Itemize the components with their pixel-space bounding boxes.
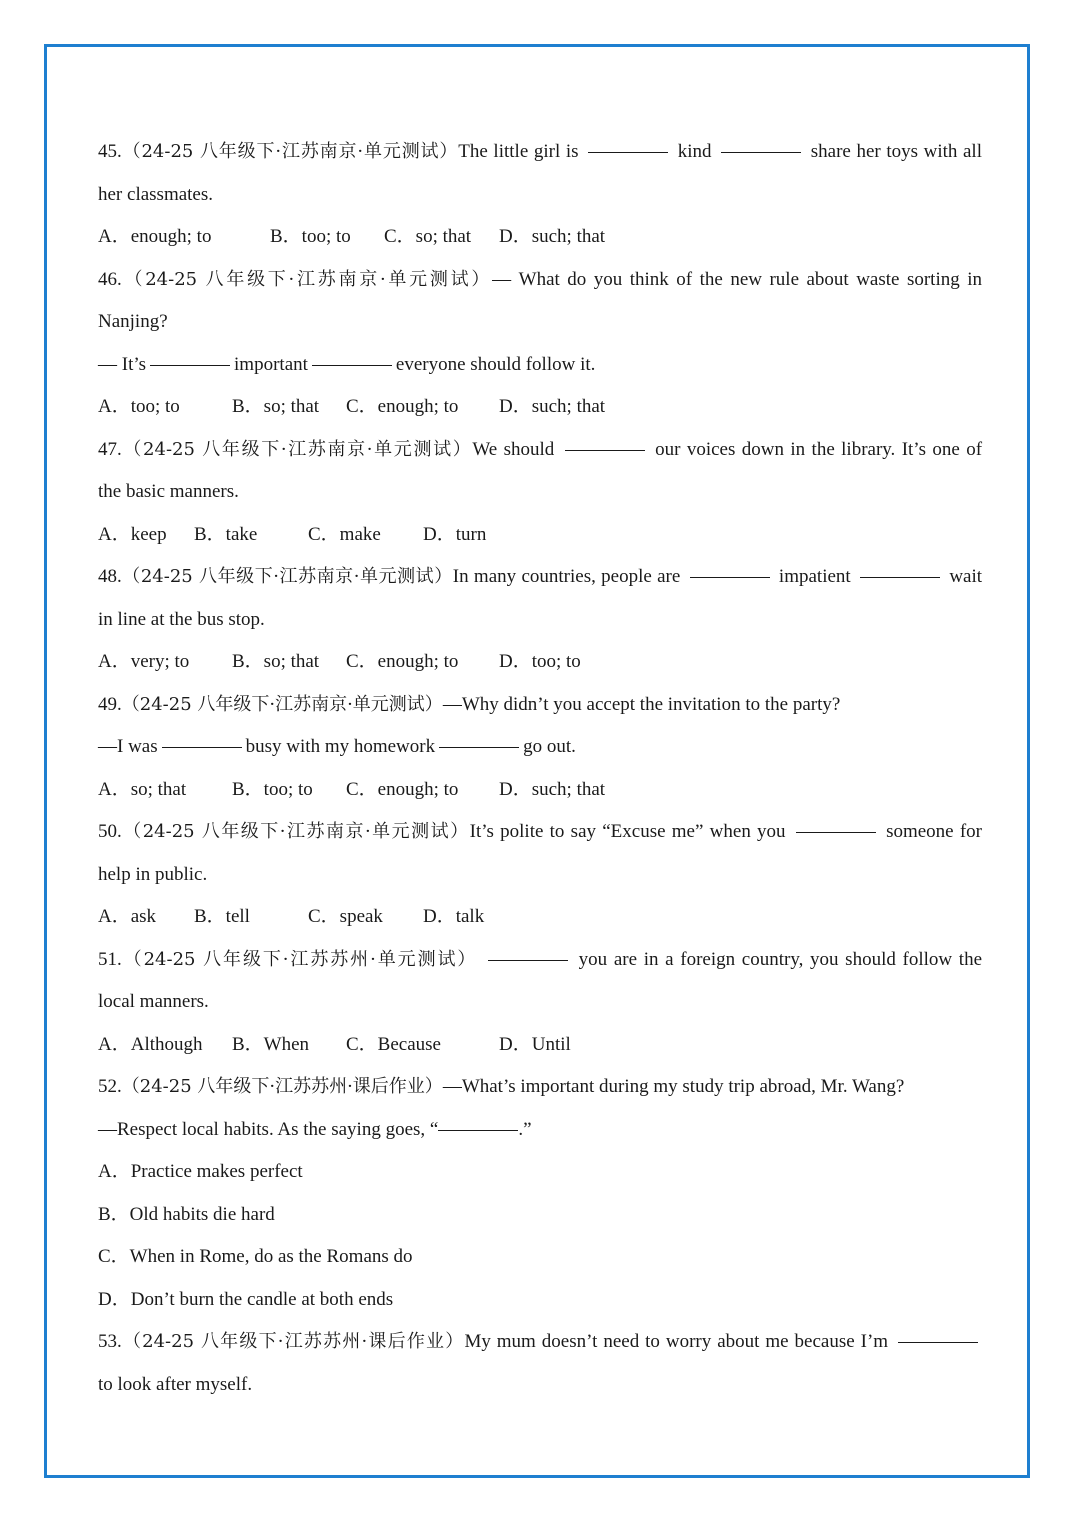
option-c[interactable]: C．make <box>308 523 381 545</box>
answer-blank[interactable] <box>588 151 668 153</box>
option-a[interactable]: A．keep <box>98 523 167 545</box>
question-48-stem: 48.（24-25 八年级下·江苏南京·单元测试）In many countries, people are impatient wait <box>98 566 983 587</box>
option-b[interactable]: B．so; that <box>232 396 320 417</box>
question-53-stem-cont: to look after myself. <box>98 1373 253 1395</box>
question-50-stem-cont: help in public. <box>98 863 208 885</box>
option-c[interactable]: C．enough; to <box>346 651 459 672</box>
answer-blank[interactable] <box>690 576 770 578</box>
option-b[interactable]: B．too; to <box>270 226 351 247</box>
option-d[interactable]: D．too; to <box>499 651 581 672</box>
option-c[interactable]: C．so; that <box>384 226 472 247</box>
option-a[interactable]: A．Although <box>98 1033 203 1055</box>
question-47-stem: 47.（24-25 八年级下·江苏南京·单元测试）We should our voices down in the library. It’s one of <box>98 438 983 460</box>
question-49-options <box>98 769 982 812</box>
option-a[interactable]: A．ask <box>98 906 157 927</box>
answer-blank[interactable] <box>488 959 568 961</box>
option-d[interactable]: D．such; that <box>499 778 606 800</box>
option-a[interactable]: A．so; that <box>98 778 187 800</box>
option-b[interactable]: B．too; to <box>232 778 313 800</box>
option-a[interactable]: A．enough; to <box>98 226 212 247</box>
option-c[interactable]: C．Because <box>346 1033 441 1055</box>
option-d[interactable]: D．such; that <box>499 226 606 247</box>
answer-blank[interactable] <box>565 449 645 451</box>
question-47-stem-cont: the basic manners. <box>98 481 239 502</box>
answer-blank[interactable] <box>150 364 230 366</box>
answer-blank[interactable] <box>439 746 519 748</box>
answer-blank[interactable] <box>438 1129 518 1131</box>
option-a[interactable]: A．too; to <box>98 396 180 417</box>
question-45-stem-cont: her classmates. <box>98 183 214 205</box>
question-51-stem-cont: local manners. <box>98 991 209 1012</box>
option-b[interactable]: B．When <box>232 1033 310 1055</box>
option-c[interactable]: C．speak <box>308 906 383 927</box>
answer-blank[interactable] <box>721 151 801 153</box>
question-51-stem: 51.（24-25 八年级下·江苏苏州·单元测试） you are in a foreign country, you should follow the <box>98 948 982 970</box>
option-b[interactable]: B．take <box>194 523 258 545</box>
question-48-stem-cont: in line at the bus stop. <box>98 608 265 630</box>
answer-blank[interactable] <box>796 831 876 833</box>
option-c[interactable]: C．enough; to <box>346 396 459 417</box>
option-a[interactable]: A．very; to <box>98 651 190 672</box>
question-48-options <box>98 641 982 684</box>
question-53-stem: 53.（24-25 八年级下·江苏苏州·课后作业）My mum doesn’t need to worry about me because I’m <box>98 1321 982 1364</box>
question-50-stem: 50.（24-25 八年级下·江苏南京·单元测试）It’s polite to say “Excuse me” when you someone for <box>98 821 982 842</box>
question-49-reply: —I was busy with my homework go out. <box>98 736 576 757</box>
question-52-stem: 52.（24-25 八年级下·江苏苏州·课后作业）—What’s important during my study trip abroad, Mr. Wang? <box>98 1076 905 1097</box>
option-b[interactable]: B．so; that <box>232 651 320 672</box>
question-46-reply: — It’s important everyone should follow it. <box>98 353 596 375</box>
option-d[interactable]: D．Until <box>499 1033 571 1055</box>
question-45-options <box>98 216 982 259</box>
question-45-stem: 45.（24-25 八年级下·江苏南京·单元测试）The little girl is kind share her toys with all <box>98 141 982 162</box>
question-51-options <box>98 1024 982 1067</box>
option-c[interactable]: C．enough; to <box>346 778 459 800</box>
question-47-options <box>98 514 982 557</box>
question-50-options <box>98 896 982 939</box>
answer-blank[interactable] <box>898 1341 978 1343</box>
answer-blank[interactable] <box>860 576 940 578</box>
question-46-options <box>98 386 982 429</box>
option-c[interactable]: C．When in Rome, do as the Romans do <box>98 1246 413 1267</box>
question-49-stem: 49.（24-25 八年级下·江苏南京·单元测试）—Why didn’t you accept the invitation to the party? <box>98 693 841 715</box>
question-46-stem-cont: Nanjing? <box>98 311 168 332</box>
question-46-stem: 46.（24-25 八年级下·江苏南京·单元测试）— What do you think of the new rule about waste sorting in <box>98 268 982 290</box>
option-d[interactable]: D．talk <box>423 906 485 927</box>
answer-blank[interactable] <box>312 364 392 366</box>
option-d[interactable]: D．such; that <box>499 396 606 417</box>
option-d[interactable]: D．turn <box>423 523 487 545</box>
option-d[interactable]: D．Don’t burn the candle at both ends <box>98 1288 394 1310</box>
option-a[interactable]: A．Practice makes perfect <box>98 1161 303 1182</box>
answer-blank[interactable] <box>162 746 242 748</box>
option-b[interactable]: B．Old habits die hard <box>98 1203 275 1225</box>
question-list <box>98 131 982 1406</box>
option-b[interactable]: B．tell <box>194 906 250 927</box>
question-52-reply: —Respect local habits. As the saying goes, “ .” <box>98 1118 532 1140</box>
